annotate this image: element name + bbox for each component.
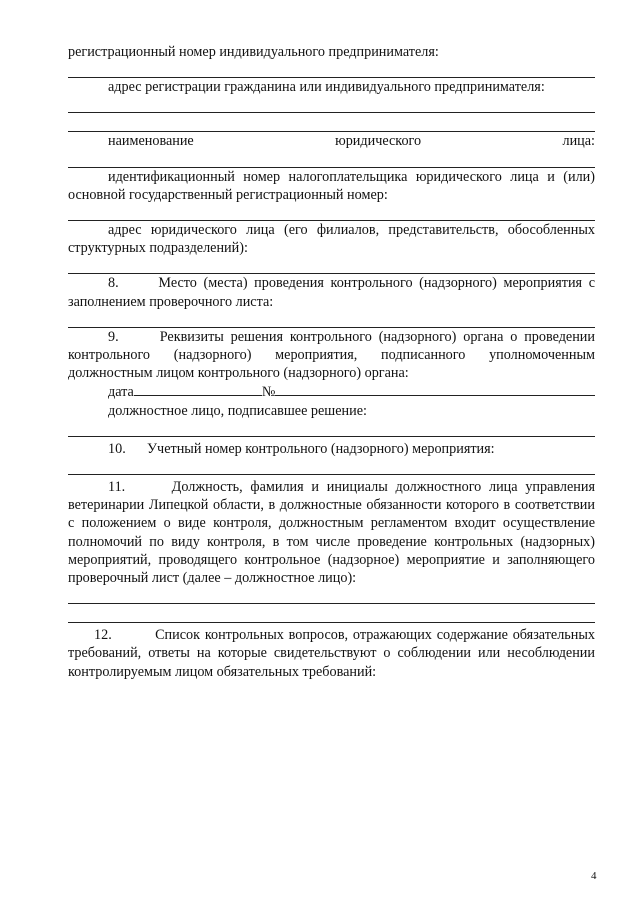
item-11-field-2[interactable]: [68, 606, 595, 623]
item-11-number: 11.: [108, 479, 126, 496]
legal-address-field[interactable]: [68, 257, 595, 274]
document-body: [68, 43, 595, 681]
date-number-row: [68, 382, 595, 401]
legal-name-label: наименование юридического лица:: [108, 133, 595, 150]
item-11: [68, 478, 595, 587]
item-9: [68, 328, 595, 383]
item-8-field[interactable]: [68, 311, 595, 328]
item-8-text: Место (места) проведения контрольного (надзорного) мероприятия с заполнением проверочного листа:: [68, 275, 595, 310]
item-12-number: 12.: [94, 627, 112, 644]
item-9-text: Реквизиты решения контрольного (надзорного) органа о проведении контрольного (надзорного) мероприятия, подписанного уполномоченным должностным лицом контрольного (надзорного) органа:: [68, 328, 595, 382]
date-field[interactable]: [134, 382, 262, 396]
date-label: дата: [108, 384, 134, 401]
address-field-2[interactable]: [68, 115, 595, 132]
item-10: [68, 440, 595, 458]
item-11-field-1[interactable]: [68, 587, 595, 604]
item-12-text: Список контрольных вопросов, отражающих содержание обязательных требований, ответы на которые свидетельствуют о соблюдении или несоблюдении контролируемым лицом обязательных требований:: [68, 627, 595, 680]
address-field-1[interactable]: [68, 96, 595, 113]
item-12: [68, 626, 595, 681]
signer-label: должностное лицо, подписавшее решение:: [108, 402, 367, 419]
reg-number-ip-field[interactable]: [68, 61, 595, 78]
item-8-number: 8.: [108, 275, 119, 292]
item-8: [68, 274, 595, 310]
legal-name-field[interactable]: [68, 151, 595, 168]
inn-label: идентификационный номер налогоплательщика юридического лица и (или) основной государственный регистрационный номер:: [68, 168, 595, 203]
signer-field[interactable]: [68, 420, 595, 437]
address-label: адрес регистрации гражданина или индивидуального предпринимателя:: [108, 79, 545, 96]
item-11-text: Должность, фамилия и инициалы должностного лица управления ветеринарии Липецкой области, в должностные обязанности которого в соответствии с положением о виде контроля, должностным регламентом входит осуществление полномочий по виду контроля, в том числе проведение контрольных (надзорных) мероприятий, проводящего контрольное (надзорное) мероприятие и заполняющего проверочный лист (далее – должностное лицо):: [68, 479, 595, 587]
reg-number-ip-label: регистрационный номер индивидуального предпринимателя:: [68, 44, 439, 60]
item-10-number: 10.: [108, 440, 126, 457]
item-10-text: Учетный номер контрольного (надзорного) мероприятия:: [147, 440, 495, 457]
item-10-field[interactable]: [68, 458, 595, 475]
decision-number-field[interactable]: [275, 382, 595, 396]
number-sign: №: [261, 384, 276, 401]
inn-field[interactable]: [68, 204, 595, 221]
legal-address-label: адрес юридического лица (его филиалов, представительств, обособленных структурных подразделений):: [68, 222, 595, 257]
item-9-number: 9.: [108, 328, 119, 345]
page-number: 4: [591, 870, 597, 882]
